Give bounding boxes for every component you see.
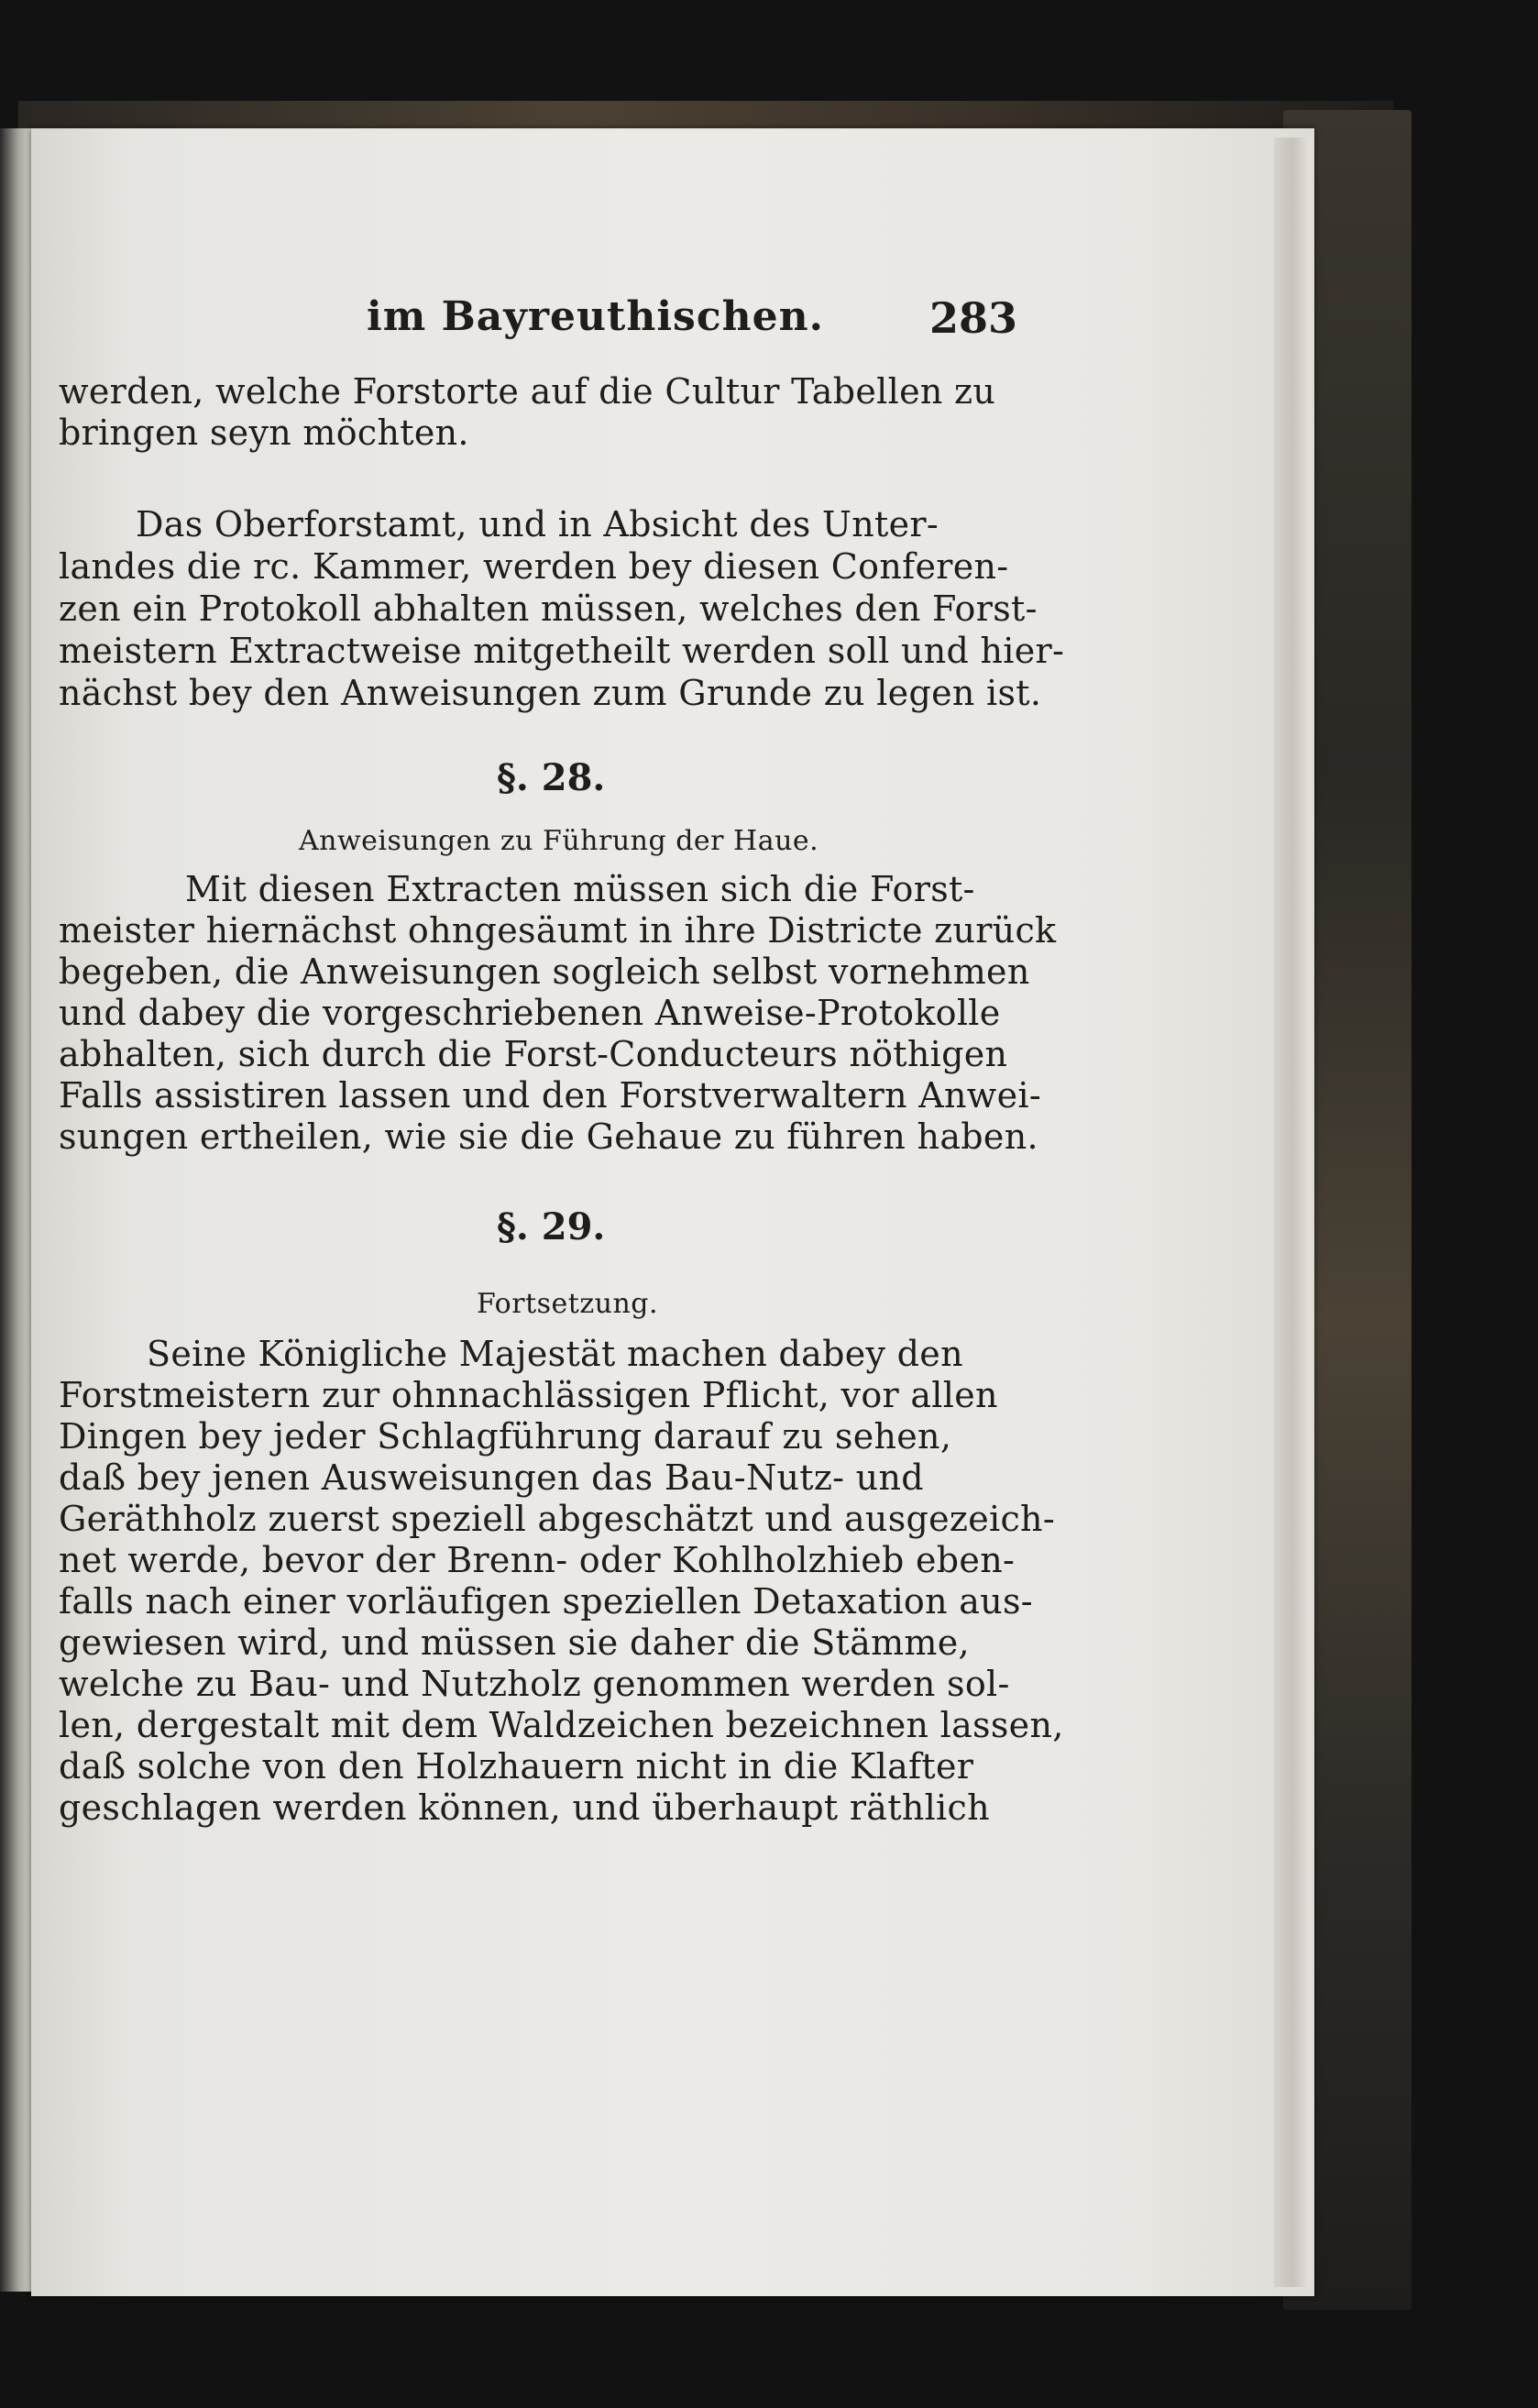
text-line: Das Oberforstamt, und in Absicht des Unter- xyxy=(136,504,939,544)
page-number: 283 xyxy=(929,293,1018,343)
page-fold xyxy=(1274,137,1311,2287)
section-number: §. 28. xyxy=(497,756,606,799)
text-line: Seine Königliche Majestät machen dabey den xyxy=(147,1334,963,1374)
text-line: zen ein Protokoll abhalten müssen, welches den Forst- xyxy=(59,588,1038,629)
section-title: Fortsetzung. xyxy=(477,1288,659,1320)
text-line: daß solche von den Holzhauern nicht in die Klafter xyxy=(59,1746,974,1787)
text-line: Dingen bey jeder Schlagführung darauf zu sehen, xyxy=(59,1416,952,1457)
book-page xyxy=(31,128,1314,2296)
text-line: daß bey jenen Ausweisungen das Bau-Nutz- und xyxy=(59,1457,924,1498)
text-line: begeben, die Anweisungen sogleich selbst vornehmen xyxy=(59,951,1030,992)
running-title: im Bayreuthischen. xyxy=(367,293,824,340)
text-line: welche zu Bau- und Nutzholz genommen werden sol- xyxy=(59,1664,1010,1704)
text-line: nächst bey den Anweisungen zum Grunde zu legen ist. xyxy=(59,673,1042,713)
running-head xyxy=(59,293,1049,348)
text-line: bringen seyn möchten. xyxy=(59,412,469,453)
text-line: landes die rc. Kammer, werden bey diesen Conferen- xyxy=(59,546,1009,587)
text-line: sungen ertheilen, wie sie die Gehaue zu führen haben. xyxy=(59,1116,1038,1157)
text-line: meister hiernächst ohngesäumt in ihre Districte zurück xyxy=(59,910,1057,951)
text-line: gewiesen wird, und müssen sie daher die Stämme, xyxy=(59,1622,970,1663)
book-top-edge xyxy=(18,101,1393,128)
text-line: und dabey die vorgeschriebenen Anweise-Protokolle xyxy=(59,993,1001,1033)
text-line: Mit diesen Extracten müssen sich die Forst- xyxy=(185,869,975,909)
section-title: Anweisungen zu Führung der Haue. xyxy=(299,825,819,857)
text-line: werden, welche Forstorte auf die Cultur Tabellen zu xyxy=(59,371,996,412)
text-line: Falls assistiren lassen und den Forstverwaltern Anwei- xyxy=(59,1075,1041,1116)
text-line: abhalten, sich durch die Forst-Conducteurs nöthigen xyxy=(59,1034,1008,1074)
text-line: geschlagen werden können, und überhaupt räthlich xyxy=(59,1787,990,1828)
text-line: meistern Extractweise mitgetheilt werden soll und hier- xyxy=(59,631,1065,671)
text-line: Geräthholz zuerst speziell abgeschätzt und ausgezeich- xyxy=(59,1499,1055,1539)
section-number: §. 29. xyxy=(497,1205,606,1248)
text-line: falls nach einer vorläufigen speziellen Detaxation aus- xyxy=(59,1581,1033,1622)
text-line: net werde, bevor der Brenn- oder Kohlholzhieb eben- xyxy=(59,1540,1016,1580)
text-line: Forstmeistern zur ohnnachlässigen Pflicht, vor allen xyxy=(59,1375,998,1415)
left-page-edge xyxy=(0,128,31,2292)
text-line: len, dergestalt mit dem Waldzeichen bezeichnen lassen, xyxy=(59,1705,1064,1745)
